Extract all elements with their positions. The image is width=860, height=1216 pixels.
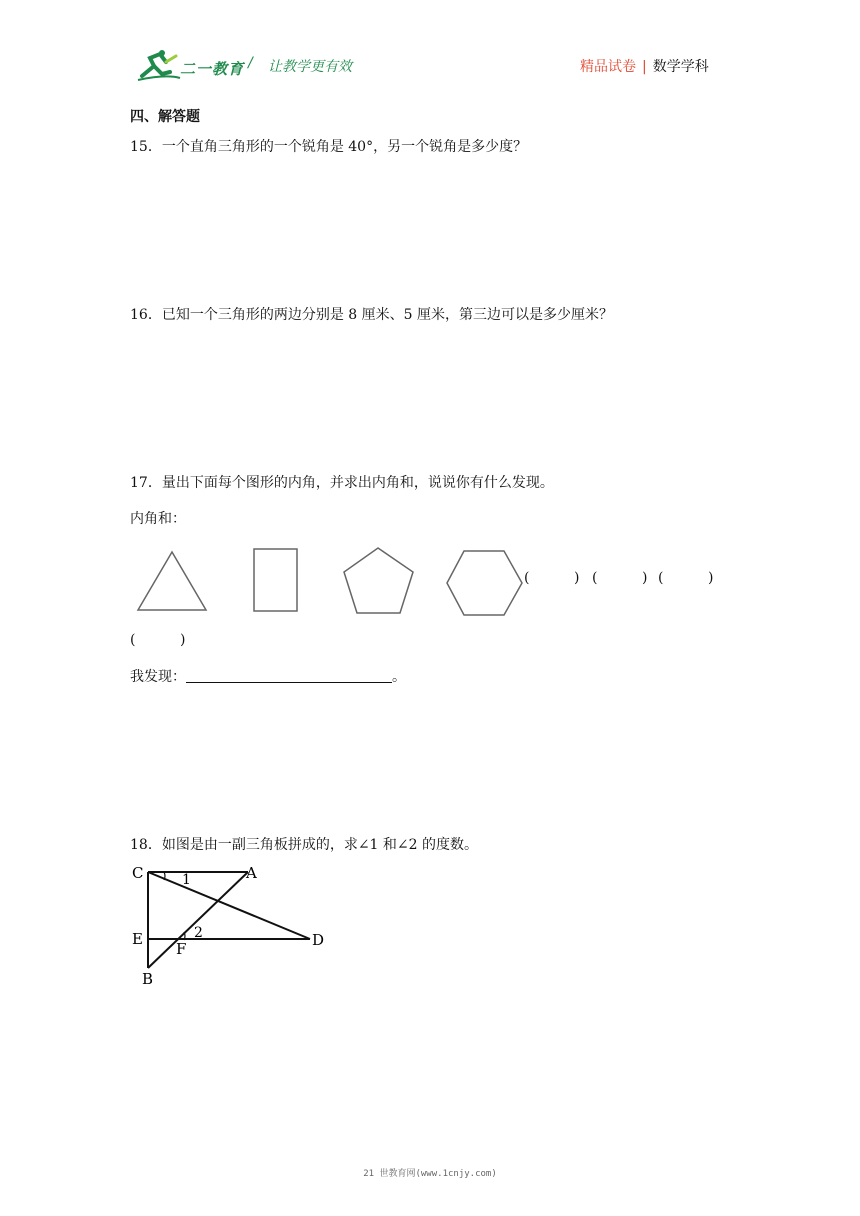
triangle-set-figure xyxy=(128,860,338,990)
discovery-end: 。 xyxy=(392,669,406,685)
label-F: F xyxy=(176,940,187,958)
exam-type-label: 精品试卷 xyxy=(580,59,636,75)
discovery-label: 我发现： xyxy=(130,669,186,685)
interior-angle-label: 内角和： xyxy=(130,511,186,527)
label-B: B xyxy=(142,970,154,988)
rectangle-shape xyxy=(254,549,297,611)
angle-1-label: 1 xyxy=(182,872,191,888)
answer-blank-triangle: ( ) xyxy=(524,570,580,586)
question-16: 16．已知一个三角形的两边分别是 8 厘米、5 厘米，第三边可以是多少厘米？ xyxy=(130,307,613,323)
header-right xyxy=(580,56,709,76)
answer-blank-pentagon: ( ) xyxy=(658,570,714,586)
polygon-figures xyxy=(130,540,530,624)
label-C: C xyxy=(132,864,144,882)
question-17: 17．量出下面每个图形的内角，并求出内角和，说说你有什么发现。 xyxy=(130,475,554,491)
answer-blank-hexagon: ( ) xyxy=(130,632,186,648)
subject-label: 数学学科 xyxy=(652,59,709,75)
footer-source: 21 世教育网(www.1cnjy.com) xyxy=(363,1169,497,1179)
answer-blank-rectangle: ( ) xyxy=(592,570,648,586)
label-E: E xyxy=(132,930,143,948)
question-18: 18．如图是由一副三角板拼成的，求∠1 和∠2 的度数。 xyxy=(130,837,478,853)
triangle-shape xyxy=(138,552,206,610)
slogan: 让教学更有效 xyxy=(268,59,352,75)
discovery-line xyxy=(130,666,406,686)
discovery-blank xyxy=(186,668,392,683)
section-title: 四、解答题 xyxy=(130,109,200,125)
header-separator: | xyxy=(642,59,647,75)
question-15: 15．一个直角三角形的一个锐角是 40°，另一个锐角是多少度？ xyxy=(130,139,528,155)
label-A: A xyxy=(246,864,257,882)
label-D: D xyxy=(312,931,325,949)
pentagon-shape xyxy=(344,548,413,613)
hexagon-shape xyxy=(447,551,522,615)
angle-2-label: 2 xyxy=(194,925,203,941)
header-slash: / xyxy=(248,55,253,71)
brand-name: 二一教育 xyxy=(180,60,245,78)
